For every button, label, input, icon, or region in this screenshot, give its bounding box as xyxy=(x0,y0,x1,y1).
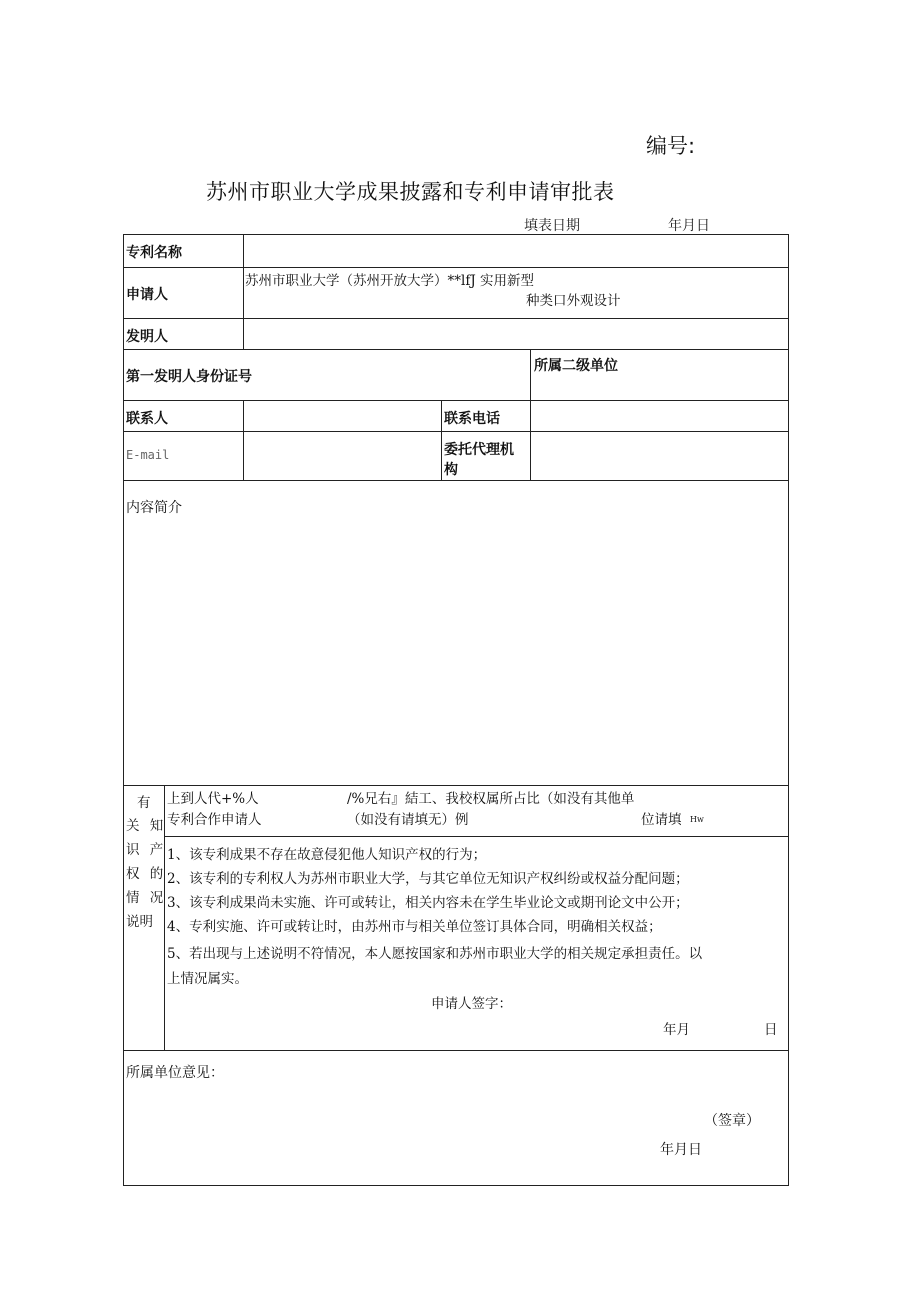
co-applicant-small-mark: Hw xyxy=(690,815,704,824)
patent-name-label: 专利名称 xyxy=(126,245,182,261)
dept-opinion-label: 所属单位意见： xyxy=(126,1065,224,1081)
statement-item: 1、该专利成果不存在故意侵犯他人知识产权的行为； xyxy=(167,847,487,863)
co-applicant-label: 专利合作申请人 xyxy=(167,812,262,828)
sign-day: 日 xyxy=(764,1022,778,1038)
agency-field[interactable] xyxy=(532,433,787,479)
department-label: 所属二级单位 xyxy=(534,358,618,374)
patent-name-field[interactable] xyxy=(245,236,787,266)
summary-label: 内容简介 xyxy=(126,500,182,516)
dept-date-label: 年月日 xyxy=(660,1142,702,1158)
side-label-line: 识 产 xyxy=(126,842,164,858)
side-label-line: 情 况 xyxy=(126,890,164,906)
co-ratio-text-b: /%兄右』結工、我校权属所占比（如没有其他单 xyxy=(347,791,635,807)
statement-item: 4、专利实施、许可或转让时，由苏州市与相关单位签订具体合同，明确相关权益； xyxy=(167,919,662,935)
fill-date-field[interactable]: 年月日 xyxy=(668,218,710,234)
applicant-signature-label: 申请人签字： xyxy=(431,996,512,1012)
phone-label: 联系电话 xyxy=(444,411,500,427)
applicant-signature-field[interactable] xyxy=(520,990,720,1012)
statement-item: 5、若出现与上述说明不符情况，本人愿按国家和苏州市职业大学的相关规定承担责任。以 xyxy=(167,946,703,962)
statement-item: 3、该专利成果尚未实施、许可或转让，相关内容未在学生毕业论文或期刊论文中公开； xyxy=(167,895,689,911)
co-applicant-tail: 位请填 xyxy=(641,812,682,828)
statement-item: 上情况属实。 xyxy=(167,971,248,987)
applicant-label: 申请人 xyxy=(126,287,168,303)
side-label-line: 说明 xyxy=(126,914,153,930)
inventor-field[interactable] xyxy=(245,320,787,348)
inventor-label: 发明人 xyxy=(126,329,168,345)
seal-label: （签章） xyxy=(704,1113,760,1129)
page-title: 苏州市职业大学成果披露和专利申请审批表 xyxy=(206,180,615,204)
sign-year-month: 年月 xyxy=(663,1022,690,1038)
contact-person-field[interactable] xyxy=(245,402,440,430)
co-ratio-text-a: 上到人代+%人 xyxy=(167,791,259,807)
side-label-line: 关 知 xyxy=(126,818,164,834)
applicant-value[interactable]: 苏州市职业大学（苏州开放大学）**lfJ 实用新型 xyxy=(245,273,535,289)
agency-label-line2: 构 xyxy=(444,462,458,478)
side-label-line: 权 的 xyxy=(126,866,164,882)
serial-number-label: 编号: xyxy=(646,134,696,158)
co-applicant-note: （如没有请填无）例 xyxy=(347,812,469,828)
side-label-line: 有 xyxy=(137,795,151,811)
summary-textarea[interactable] xyxy=(125,522,787,782)
contact-person-label: 联系人 xyxy=(126,411,168,427)
agency-label-line1: 委托代理机 xyxy=(444,442,514,458)
email-label: E-mail xyxy=(126,448,170,462)
fill-date-label: 填表日期 xyxy=(524,218,580,234)
statement-item: 2、该专利的专利权人为苏州市职业大学，与其它单位无知识产权纠纷或权益分配问题； xyxy=(167,871,689,887)
dept-opinion-field[interactable] xyxy=(125,1085,685,1145)
email-field[interactable] xyxy=(245,433,440,479)
first-inventor-id-label: 第一发明人身份证号 xyxy=(126,369,252,385)
phone-field[interactable] xyxy=(532,402,787,430)
patent-type-options[interactable]: 种类口外观设计 xyxy=(526,293,621,309)
